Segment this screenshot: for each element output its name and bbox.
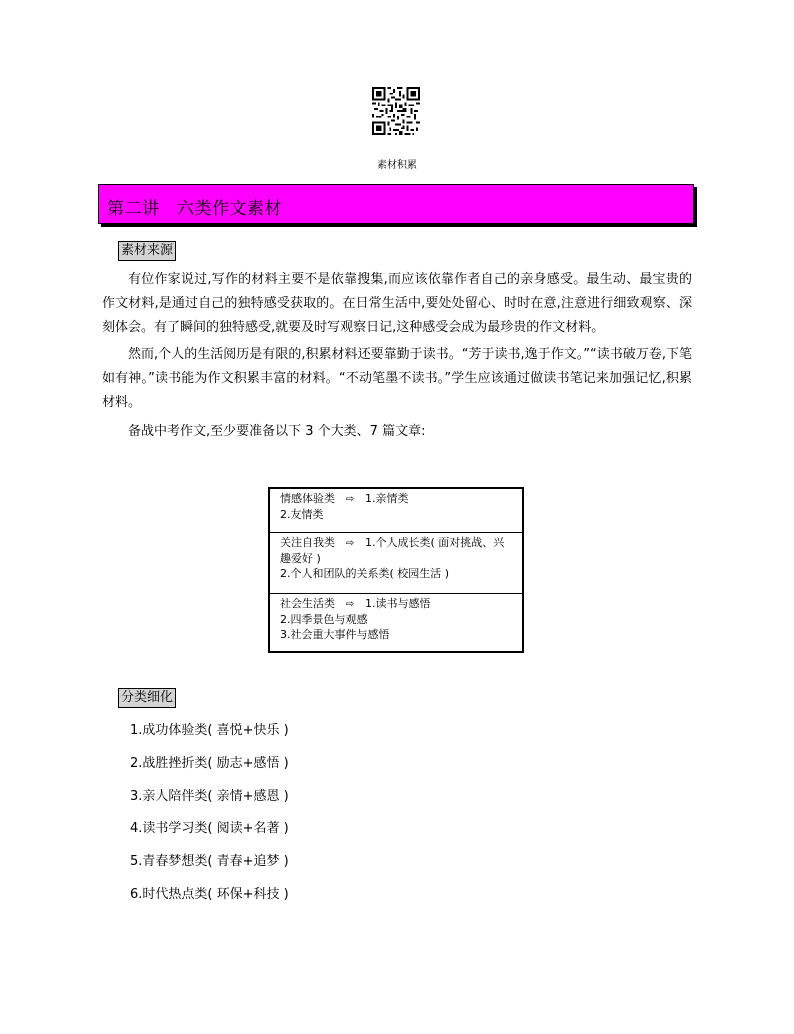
right-arrow-icon: ⇨ xyxy=(345,494,355,505)
paragraph-observation: 有位作家说过,写作的材料主要不是依靠搜集,而应该依靠作者自己的亲身感受。最生动、最宝贵的作文材料,是通过自己的独特感受获取的。在日常生活中,要处处留心、时时在意,注意进行细致观察、深刻体会。有了瞬间的独特感受,就要及时写观察日记,这种感受会成为最珍贵的作文材料。 xyxy=(102,272,692,335)
qr-code-graphic xyxy=(372,87,420,135)
list-item: 1.成功体验类( 喜悦+快乐 ) xyxy=(130,723,289,738)
lesson-title: 第二讲 六类作文素材 xyxy=(107,199,282,219)
category-name: 情感体验类 xyxy=(280,492,335,505)
category-name: 关注自我类 xyxy=(280,536,335,549)
section-label-material-source: 素材来源 xyxy=(118,241,176,261)
paragraph-reading: 然而,个人的生活阅历是有限的,积累材料还要靠勤于读书。“芳于读书,逸于作文。”“读书破万卷,下笔如有神。”读书能为作文积累丰富的材料。“不动笔墨不读书。”学生应该通过做读书笔记来加强记忆,积累材料。 xyxy=(102,347,692,410)
category-item: 1.个人成长类( 面对挑战、兴趣爱好 ) xyxy=(280,536,505,565)
list-item: 5.青春梦想类( 青春+追梦 ) xyxy=(130,854,289,869)
category-item: 2.个人和团队的关系类( 校园生活 ) xyxy=(280,567,450,580)
list-item: 2.战胜挫折类( 励志+感悟 ) xyxy=(130,756,289,771)
qr-caption: 素材积累 xyxy=(377,160,417,171)
list-item: 6.时代热点类( 环保+科技 ) xyxy=(130,887,289,902)
paragraph-preparation: 备战中考作文,至少要准备以下 3 个大类、7 篇文章: xyxy=(128,424,426,439)
category-name: 社会生活类 xyxy=(280,597,335,610)
right-arrow-icon: ⇨ xyxy=(345,538,355,549)
category-row-self xyxy=(270,533,522,594)
category-item: 1.亲情类 xyxy=(365,492,409,505)
section-label-classification: 分类细化 xyxy=(118,688,176,708)
category-item: 3.社会重大事件与感悟 xyxy=(280,628,390,641)
category-item: 1.读书与感悟 xyxy=(365,597,431,610)
category-item: 2.四季景色与观感 xyxy=(280,613,368,626)
right-arrow-icon: ⇨ xyxy=(345,599,355,610)
list-item: 4.读书学习类( 阅读+名著 ) xyxy=(130,821,289,836)
qr-code-icon xyxy=(372,87,420,135)
list-item: 3.亲人陪伴类( 亲情+感恩 ) xyxy=(130,789,289,804)
lesson-title-banner xyxy=(98,184,694,224)
category-table xyxy=(268,487,524,653)
category-item: 2.友情类 xyxy=(280,508,324,521)
category-row-society xyxy=(270,594,522,651)
category-row-emotion xyxy=(270,489,522,533)
